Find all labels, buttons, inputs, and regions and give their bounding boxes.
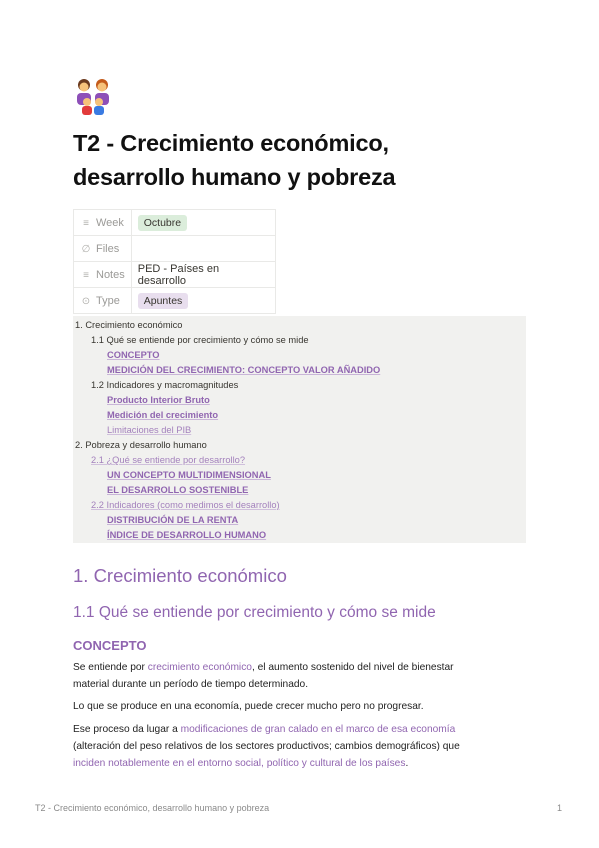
toc-item[interactable]: 1.2 Indicadores y macromagnitudes bbox=[91, 380, 239, 390]
files-value[interactable] bbox=[131, 236, 275, 262]
toc-item[interactable]: Limitaciones del PIB bbox=[107, 425, 192, 435]
page-number: 1 bbox=[557, 803, 563, 813]
property-week bbox=[74, 210, 276, 236]
title-line-1: T2 - Crecimiento económico, bbox=[73, 130, 389, 156]
paragraph-3 bbox=[73, 721, 533, 772]
paragraph-1 bbox=[73, 659, 533, 693]
week-tag[interactable]: Octubre bbox=[138, 215, 187, 231]
family-emoji-icon bbox=[73, 78, 113, 116]
toc-item[interactable]: DISTRIBUCIÓN DE LA RENTA bbox=[107, 515, 239, 525]
highlight-span: crecimiento económico bbox=[147, 662, 252, 673]
notes-value[interactable]: PED - Países en desarrollo bbox=[137, 262, 220, 287]
week-label: Week bbox=[96, 216, 124, 229]
title-line-2: desarrollo humano y pobreza bbox=[73, 164, 396, 190]
page-title bbox=[73, 126, 543, 194]
property-type bbox=[74, 288, 276, 314]
text-span: material durante un período de tiempo determinado. bbox=[73, 679, 309, 690]
list-icon: ≡ bbox=[83, 217, 89, 229]
highlight-span: modificaciones de gran calado en el marco de esa economía bbox=[180, 724, 456, 735]
select-circle-icon: ⊙ bbox=[81, 295, 91, 307]
toc-item[interactable]: Medición del crecimiento bbox=[107, 410, 219, 420]
heading-3: CONCEPTO bbox=[73, 638, 147, 653]
toc-item[interactable]: 2.2 Indicadores (como medimos el desarrollo) bbox=[91, 500, 280, 510]
type-label: Type bbox=[96, 294, 120, 307]
table-of-contents bbox=[73, 316, 526, 543]
text-span: (alteración del peso relativos de los sectores productivos; cambios demográficos) que bbox=[73, 741, 460, 752]
toc-item[interactable]: MEDICIÓN DEL CRECIMIENTO: CONCEPTO VALOR AÑADIDO bbox=[107, 365, 381, 375]
toc-item[interactable]: 1.1 Qué se entiende por crecimiento y cómo se mide bbox=[91, 335, 309, 345]
property-files bbox=[74, 236, 276, 262]
toc-item[interactable]: Producto Interior Bruto bbox=[107, 395, 210, 405]
paperclip-icon: ∅ bbox=[81, 243, 91, 255]
toc-item[interactable]: CONCEPTO bbox=[107, 350, 160, 360]
toc-item[interactable]: ÍNDICE DE DESARROLLO HUMANO bbox=[107, 530, 267, 540]
notes-label: Notes bbox=[96, 268, 125, 281]
heading-1: 1. Crecimiento económico bbox=[73, 565, 287, 586]
files-label: Files bbox=[96, 242, 120, 255]
text-lines-icon: ≡ bbox=[83, 269, 89, 281]
toc-item[interactable]: 2. Pobreza y desarrollo humano bbox=[75, 440, 207, 450]
toc-item[interactable]: 2.1 ¿Qué se entiende por desarrollo? bbox=[91, 455, 246, 465]
text-span: , el aumento sostenido del nivel de bienestar bbox=[251, 662, 454, 673]
toc-item[interactable]: 1. Crecimiento económico bbox=[75, 320, 183, 330]
text-span: Se entiende por bbox=[73, 662, 148, 673]
toc-item[interactable]: EL DESARROLLO SOSTENIBLE bbox=[107, 485, 249, 495]
toc-item[interactable]: UN CONCEPTO MULTIDIMENSIONAL bbox=[107, 470, 271, 480]
properties-table bbox=[73, 209, 276, 314]
page-footer: T2 - Crecimiento económico, desarrollo humano y pobreza bbox=[35, 803, 270, 813]
heading-2: 1.1 Qué se entiende por crecimiento y cómo se mide bbox=[73, 604, 436, 621]
paragraph-2: Lo que se produce en una economía, puede crecer mucho pero no progresar. bbox=[73, 701, 424, 712]
property-notes bbox=[74, 262, 276, 288]
highlight-span: inciden notablemente en el entorno social, político y cultural de los países bbox=[73, 758, 406, 769]
text-span: Ese proceso da lugar a bbox=[73, 724, 181, 735]
type-tag[interactable]: Apuntes bbox=[138, 293, 189, 309]
text-span: . bbox=[405, 758, 409, 769]
